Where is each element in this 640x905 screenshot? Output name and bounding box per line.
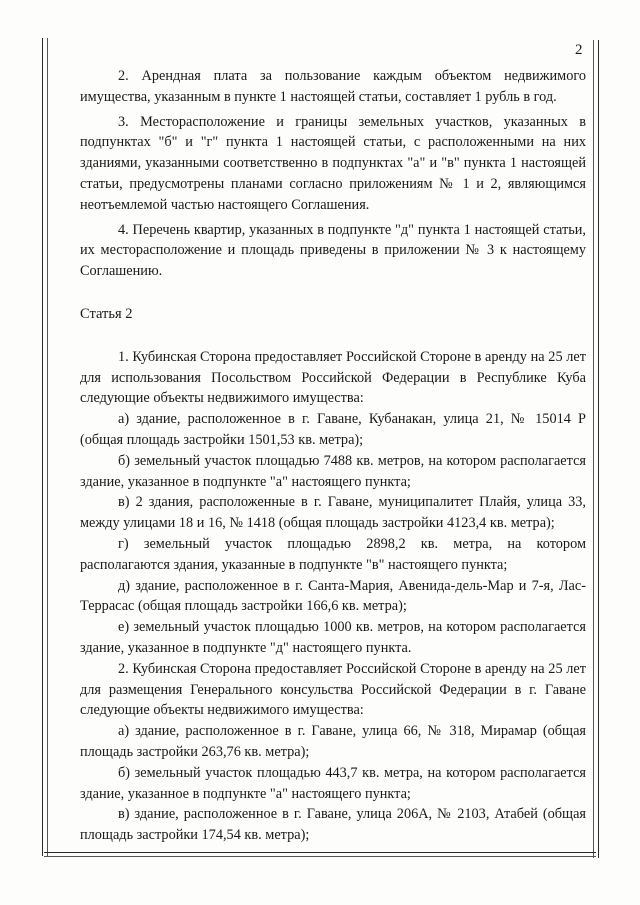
list-item: в) здание, расположенное в г. Гаване, улица 206А, № 2103, Атабей (общая площадь застройки 174,54 кв. метра); (80, 806, 586, 844)
page-frame-left (42, 38, 48, 856)
page-number: 2 (575, 42, 583, 58)
list-item: в) 2 здания, расположенные в г. Гаване, муниципалитет Плайя, улица 33, между улицами 18 и 16, № 1418 (общая площадь застройки 4123,4 кв. метра); (80, 494, 586, 532)
list-item: е) земельный участок площадью 1000 кв. метров, на котором располагается здание, указанное в подпункте "д" настоящего пункта. (80, 619, 586, 656)
list-item: г) земельный участок площадью 2898,2 кв. метра, на котором располагаются здания, указанные в подпункте "в" настоящего пункта; (80, 535, 586, 573)
paragraph: 4. Перечень квартир, указанных в подпункте "д" пункта 1 настоящей статьи, их месторасположение и площадь приведены в приложении № 3 к настоящему Соглашению. (80, 221, 586, 280)
article-heading: Статья 2 (80, 305, 133, 322)
page-frame-right (593, 40, 599, 858)
paragraph: 2. Кубинская Сторона предоставляет Российской Стороне в аренду на 25 лет для размещения Генерального консульства Российской Федерации в г. Гаване следующие объекты недвижимого имущества: (80, 660, 586, 719)
list-item: а) здание, расположенное в г. Гаване, Кубанакан, улица 21, № 15014 Р (общая площадь застройки 1501,53 кв. метра); (80, 411, 586, 448)
paragraph: 3. Месторасположение и границы земельных участков, указанных в подпунктах "б" и "г" пункта 1 настоящей статьи, с расположенными на них зданиями, указанными соответственно в подпунктах "а" и "в" пункта 1 настоящей статьи, предусмотрены планами согласно приложениям № 1 и 2, являющимся неотъемлемой частью настоящего Соглашения. (80, 113, 586, 213)
page-frame-bottom (44, 852, 596, 857)
list-item: б) земельный участок площадью 443,7 кв. метра, на котором располагается здание, указанное в подпункте "а" настоящего пункта; (80, 764, 586, 802)
list-item: а) здание, расположенное в г. Гаване, улица 66, № 318, Мирамар (общая площадь застройки 263,76 кв. метра); (80, 723, 586, 760)
document-body (80, 66, 586, 846)
list-item: д) здание, расположенное в г. Санта-Мария, Авенида-дель-Мар и 7-я, Лас-Террасас (общая площадь застройки 166,6 кв. метра); (80, 577, 586, 615)
paragraph: 1. Кубинская Сторона предоставляет Российской Стороне в аренду на 25 лет для использования Посольством Российской Федерации в Республике Куба следующие объекты недвижимого имущества: (80, 348, 586, 407)
list-item: б) земельный участок площадью 7488 кв. метров, на котором располагается здание, указанное в подпункте "а" настоящего пункта; (80, 452, 586, 490)
paragraph: 2. Арендная плата за пользование каждым объектом недвижимого имущества, указанным в пункте 1 настоящей статьи, составляет 1 рубль в год. (80, 68, 586, 105)
